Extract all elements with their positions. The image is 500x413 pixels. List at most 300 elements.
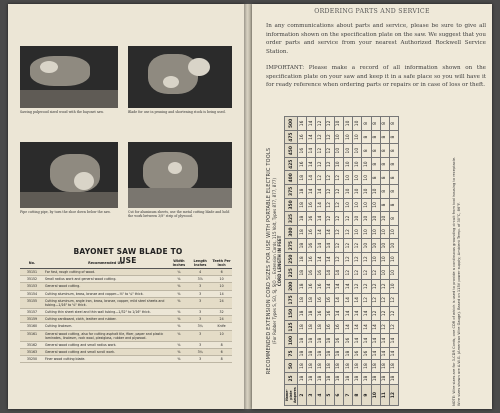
blade-row [20,330,232,341]
blade-row [20,316,232,323]
cord-gauge: 14 [316,225,325,239]
cord-gauge: 16 [298,157,307,171]
cord-gauge: 14 [316,239,325,253]
cord-gauge: 18 [307,372,316,384]
cord-gauge: 14 [353,307,362,321]
blade-length: 3 [189,341,211,348]
cord-gauge: 10 [371,225,380,239]
cord-length-header: 300 [285,225,298,239]
cord-gauge: 12 [343,252,352,266]
cord-gauge: 14 [343,320,352,334]
cord-gauge: 14 [307,157,316,171]
cord-gauge: 10 [334,157,343,171]
cord-gauge: 12 [325,212,334,226]
cord-gauge: 18 [389,360,398,372]
cord-gauge: 18 [343,347,352,359]
blade-teeth: 24 [211,316,232,323]
blade-width: ⅛ [169,341,190,348]
cord-gauge: 10 [353,198,362,212]
cord-gauge: 10 [343,198,352,212]
cord-gauge: 10 [362,185,371,199]
cord-gauge: 8 [389,198,398,212]
cord-gauge: 14 [334,293,343,307]
cord-gauge: 18 [307,334,316,348]
cord-table-title: RECOMMENDED EXTENSION CORD SIZES FOR USE WITH PORTABLE ELECTRIC TOOLS [266,147,272,375]
cord-gauge: 12 [325,157,334,171]
cord-gauge: 18 [380,372,389,384]
cord-gauge: 14 [325,280,334,294]
cord-gauge: 18 [353,372,362,384]
blade-number: 35250 [20,356,44,363]
cord-gauge: 12 [362,252,371,266]
cord-header-row [285,117,298,406]
cord-gauge: 18 [298,307,307,321]
blade-number: 35160 [20,323,44,330]
cord-gauge: 10 [343,185,352,199]
cord-gauge: 10 [343,117,352,131]
cord-gauge: 18 [298,280,307,294]
cord-gauge: 14 [316,198,325,212]
cord-gauge: 18 [371,360,380,372]
cord-gauge: 10 [371,252,380,266]
blade-length: 3 [189,316,211,323]
cord-gauge: 8 [389,212,398,226]
blade-row [20,290,232,297]
cord-gauge: 18 [371,372,380,384]
cord-gauge: 12 [353,239,362,253]
blade-number: 35159 [20,316,44,323]
blade-length: 3 [189,290,211,297]
blade-teeth: 14 [211,290,232,297]
blade-row [20,269,232,276]
cord-gauge: 14 [371,334,380,348]
cord-gauge: 18 [298,372,307,384]
cord-gauge: 18 [298,347,307,359]
blade-teeth: 24 [211,297,232,308]
cord-gauge: 14 [334,307,343,321]
cord-gauge: 12 [353,280,362,294]
cord-gauge: 10 [362,225,371,239]
cord-gauge: 14 [353,334,362,348]
cord-gauge: 12 [343,266,352,280]
blade-teeth: 8 [211,341,232,348]
cord-gauge: 14 [325,266,334,280]
blade-number: 35155 [20,297,44,308]
blade-length: 4 [189,269,211,276]
cord-gauge: 8 [389,185,398,199]
cord-gauge: 10 [380,212,389,226]
cord-row [325,117,334,406]
cord-gauge: 18 [298,198,307,212]
blade-teeth: 8 [211,356,232,363]
blade-width: ⅜ [169,290,190,297]
cord-note-1: NOTE: Wire sizes are for 3-CDR Cords, one CDR of which is used to provide a continuous grounding circuit from tool housing to receptacle. [452,156,456,406]
cord-length-header: 350 [285,198,298,212]
caption-1: Sawing pulpwood sized wood with the bayonet saw. [20,110,104,114]
cord-gauge: 14 [371,320,380,334]
blade-use: Finer wood cutting blade. [44,356,169,363]
cord-gauge: 14 [307,117,316,131]
blade-use: General wood cutting and small scroll work. [44,348,169,355]
cord-gauge: 14 [325,252,334,266]
cord-gauge: 12 [316,157,325,171]
cord-gauge: 14 [316,212,325,226]
cord-gauge: 12 [343,212,352,226]
cord-gauge: 10 [362,157,371,171]
cord-amperes: 11 [380,385,389,406]
cord-gauge: 18 [362,360,371,372]
col-use: Recommended Use [44,258,169,269]
cord-gauge: 10 [343,157,352,171]
cord-gauge: 12 [325,185,334,199]
blade-use: Cutting aluminum, angle iron, brass, bronze, copper, mild steel sheets and tubing—1/16" to ⅛" thick. [44,297,169,308]
cord-gauge: 14 [380,334,389,348]
blade-width: ⅜ [169,297,190,308]
cord-gauge: 8 [371,130,380,144]
blade-use: Cutting cardboard, cloth, leather and rubber. [44,316,169,323]
blade-width: ⅜ [169,283,190,290]
cord-gauge: 12 [334,252,343,266]
ordering-paragraph: In any communications about parts and service, please be sure to give all information shown on the specification plate on the saw. We suggest that you order parts and service from your nearest Authorized Rockwell Service Station. [266,23,486,55]
blade-width: ⅜ [169,348,190,355]
col-teeth: Teeth Per Inch [212,259,231,267]
cord-length-header: 25 [285,372,298,384]
blade-width: ¼ [169,269,190,276]
blade-table [20,258,232,363]
cord-gauge: 10 [353,117,362,131]
cord-gauge: 14 [316,185,325,199]
cord-gauge: 12 [389,307,398,321]
cord-amperes: 7 [343,385,352,406]
blade-width: ⅜ [169,323,190,330]
important-paragraph: IMPORTANT: Please make a record of all information shown on the specification plate on your saw and keep it in a safe place so you will have it for ready reference when ordering parts or repairs or in case of loss or theft. [266,65,486,89]
cord-gauge: 10 [353,212,362,226]
cord-note-2: Wire sizes shown are A.W.G. (American Wire Gauge). Based on 115V power supply; Ambient Temp. of 30°C, 86°F. [457,202,461,406]
cord-gauge: 8 [371,171,380,185]
cord-gauge: 18 [325,360,334,372]
blade-use: Cutting linoleum. [44,323,169,330]
blade-row [20,348,232,355]
cord-gauge: 12 [389,293,398,307]
cord-gauge: 10 [353,171,362,185]
cord-length-header: 450 [285,144,298,158]
blade-use: Cutting aluminum, brass, bronze and copper—⅛" to ¼" thick. [44,290,169,297]
cord-gauge: 16 [307,212,316,226]
cord-notes [452,116,462,406]
blade-use: For fast, rough cutting of wood. [44,269,169,276]
cord-gauge: 10 [371,185,380,199]
cord-gauge: 12 [334,239,343,253]
cord-gauge: 16 [325,307,334,321]
cord-gauge: 18 [307,307,316,321]
cord-gauge: 16 [316,266,325,280]
cord-gauge: 18 [362,372,371,384]
cord-gauge: 14 [343,293,352,307]
cord-gauge: 12 [343,239,352,253]
cord-gauge: 18 [316,334,325,348]
blade-width: ⅛ [169,276,190,283]
cord-gauge: 18 [353,360,362,372]
cord-table [284,116,399,406]
cord-row [307,117,316,406]
blade-teeth: 32 [211,308,232,315]
cord-gauge: 16 [334,334,343,348]
ordering-heading: ORDERING PARTS AND SERVICE [314,8,430,15]
cord-row [298,117,307,406]
cord-gauge: 18 [298,239,307,253]
cord-gauge: 18 [298,360,307,372]
photo-pipe-cutting [20,142,118,208]
cord-gauge: 10 [362,171,371,185]
cord-gauge: 14 [307,185,316,199]
photo-pruning [128,46,232,108]
cord-gauge: 14 [307,130,316,144]
cord-length-header: 50 [285,360,298,372]
cord-gauge: 16 [307,252,316,266]
cord-gauge: 10 [362,212,371,226]
cord-amperes: 12 [389,385,398,406]
cord-gauge: 8 [380,144,389,158]
caption-3: Pipe cutting pipe, by turn the shoe down below the saw. [20,210,111,214]
blade-number: 35152 [20,276,44,283]
cord-amperes: 10 [371,385,380,406]
blade-number: 35157 [20,308,44,315]
cord-gauge: 18 [316,372,325,384]
cord-gauge: 14 [316,252,325,266]
cord-gauge: 18 [343,372,352,384]
cord-gauge: 18 [298,334,307,348]
cord-gauge: 12 [334,171,343,185]
cord-gauge: 18 [325,347,334,359]
cord-gauge: 8 [389,144,398,158]
cord-gauge: 12 [334,198,343,212]
cord-gauge: 12 [334,185,343,199]
cord-gauge: 8 [371,117,380,131]
cord-gauge: 18 [298,171,307,185]
cord-gauge: 14 [334,280,343,294]
blade-row [20,276,232,283]
cord-length-header: 200 [285,280,298,294]
cord-length-label: CORD LENGTH IN FEET [277,235,282,287]
cord-gauge: 10 [380,239,389,253]
cord-gauge: 10 [353,130,362,144]
cord-gauge: 12 [325,198,334,212]
cord-length-header: 500 [285,117,298,131]
cord-gauge: 10 [362,239,371,253]
blade-row [20,341,232,348]
cord-gauge: 12 [316,144,325,158]
blade-row [20,283,232,290]
cord-gauge: 8 [380,198,389,212]
cord-gauge: 12 [353,266,362,280]
cord-gauge: 8 [362,117,371,131]
cord-gauge: 10 [389,252,398,266]
cord-gauge: 8 [380,185,389,199]
blade-length: 3¼ [189,348,211,355]
cord-gauge: 14 [389,347,398,359]
cord-gauge: 14 [362,307,371,321]
cord-gauge: 18 [298,185,307,199]
cord-gauge: 12 [380,320,389,334]
cord-gauge: 10 [389,239,398,253]
cord-gauge: 12 [325,117,334,131]
blade-teeth: 10 [211,283,232,290]
blade-length: 3 [189,283,211,290]
cord-gauge: 14 [343,307,352,321]
blade-row [20,308,232,315]
cord-length-header: 125 [285,320,298,334]
cord-gauge: 10 [380,266,389,280]
blade-number: 35162 [20,341,44,348]
blade-number: 35163 [20,348,44,355]
blade-number: 35153 [20,283,44,290]
blade-use: Cutting thin sheet steel and thin wall tubing—1/32" to 1/16" thick. [44,308,169,315]
cord-row [316,117,325,406]
blade-width: ⅜ [169,308,190,315]
cord-gauge: 10 [353,225,362,239]
cord-gauge: 14 [325,225,334,239]
cord-gauge: 14 [389,334,398,348]
blade-row [20,356,232,363]
cord-gauge: 18 [380,360,389,372]
cord-gauge: 16 [298,144,307,158]
cord-gauge: 10 [362,198,371,212]
cord-gauge: 8 [389,157,398,171]
cord-gauge: 14 [353,293,362,307]
blade-length: 3¼ [189,323,211,330]
cord-gauge: 18 [316,320,325,334]
cord-row [353,117,362,406]
cord-gauge: 18 [316,347,325,359]
cord-gauge: 12 [371,293,380,307]
cord-gauge: 16 [362,347,371,359]
cord-amperes: 3 [307,385,316,406]
cord-gauge: 10 [389,266,398,280]
cord-gauge: 8 [371,144,380,158]
cord-gauge: 18 [298,252,307,266]
cord-gauge: 16 [325,320,334,334]
cord-amperes: 2 [298,385,307,406]
cord-row [389,117,398,406]
cord-gauge: 16 [307,225,316,239]
cord-gauge: 10 [371,239,380,253]
blade-teeth: 10 [211,276,232,283]
cord-gauge: 18 [298,320,307,334]
cord-gauge: 10 [371,212,380,226]
cord-gauge: 18 [316,360,325,372]
cord-gauge: 12 [334,225,343,239]
cord-gauge: 12 [316,117,325,131]
cord-gauge: 8 [380,130,389,144]
cord-gauge: 14 [362,320,371,334]
cord-gauge: 12 [380,307,389,321]
blade-teeth: 6 [211,269,232,276]
cord-gauge: 18 [389,372,398,384]
cord-gauge: 14 [325,239,334,253]
cord-amperes: 8 [353,385,362,406]
caption-4: Cut for aluminum sheets, use the metal cutting blade and hold the work between 3/8" strip of plywood. [128,210,230,218]
cord-length-header: 150 [285,307,298,321]
cord-gauge: 12 [334,212,343,226]
cord-gauge: 10 [389,225,398,239]
cord-gauge: 12 [371,280,380,294]
cord-length-header: 250 [285,252,298,266]
cord-gauge: 12 [353,252,362,266]
amp-label: Name-plate Amperes [285,385,298,406]
cord-gauge: 16 [307,280,316,294]
cord-gauge: 8 [371,157,380,171]
cord-gauge: 8 [389,171,398,185]
cord-length-header: 375 [285,185,298,199]
left-page [8,4,244,409]
cord-length-header: 275 [285,239,298,253]
cord-gauge: 10 [334,117,343,131]
col-width: Width Inches [169,258,190,269]
cord-gauge: 12 [325,144,334,158]
cord-gauge: 10 [343,171,352,185]
cord-gauge: 12 [362,266,371,280]
cord-gauge: 12 [371,266,380,280]
cord-gauge: 18 [298,225,307,239]
cord-gauge: 10 [371,198,380,212]
cord-gauge: 8 [362,130,371,144]
cord-amperes: 5 [325,385,334,406]
cord-gauge: 12 [362,293,371,307]
cord-gauge: 10 [389,280,398,294]
cord-gauge: 12 [343,225,352,239]
cord-gauge: 12 [371,307,380,321]
cord-gauge: 10 [380,252,389,266]
cord-gauge: 16 [298,117,307,131]
col-no: No. [20,258,44,269]
cord-gauge: 14 [353,320,362,334]
cord-gauge: 16 [298,130,307,144]
caption-2: Blade for use in pruning and shortening stock is being used. [128,110,226,114]
cord-row [362,117,371,406]
blade-width: ⅜ [169,316,190,323]
cord-gauge: 10 [353,185,362,199]
cord-gauge: 10 [380,225,389,239]
cord-amperes: 9 [362,385,371,406]
cord-gauge: 14 [343,280,352,294]
cord-gauge: 8 [389,117,398,131]
cord-gauge: 12 [316,171,325,185]
cord-length-header: 75 [285,347,298,359]
cord-gauge: 16 [316,307,325,321]
cord-length-header: 425 [285,157,298,171]
cord-gauge: 12 [325,130,334,144]
blade-length: 3⅞ [189,276,211,283]
cord-notes-area [452,116,488,406]
right-page [252,4,492,409]
blade-table-header [20,258,232,269]
cord-gauge: 12 [380,280,389,294]
cord-gauge: 12 [380,293,389,307]
cord-gauge: 10 [334,144,343,158]
blade-teeth: 10 [211,330,232,341]
cord-gauge: 14 [380,347,389,359]
cord-gauge: 8 [380,117,389,131]
cord-row [380,117,389,406]
cord-amperes: 6 [334,385,343,406]
col-length: Length Inches [189,258,211,269]
blade-number: 35151 [20,269,44,276]
blade-width: ⅜ [169,356,190,363]
blade-number: 35161 [20,330,44,341]
cord-gauge: 16 [353,347,362,359]
cord-gauge: 18 [298,212,307,226]
cord-gauge: 14 [371,347,380,359]
